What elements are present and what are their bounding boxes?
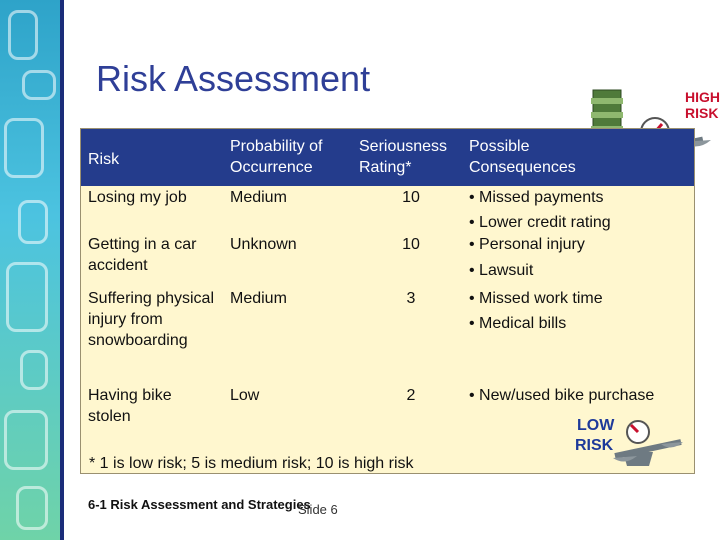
header-risk: Risk (88, 151, 120, 168)
table-row-4-probability: Low (230, 387, 260, 404)
table-row-1-risk: Losing my job (88, 189, 187, 206)
rating-footnote: * 1 is low risk; 5 is medium risk; 10 is high risk (89, 455, 414, 472)
table-row-4-consequence-1: • New/used bike purchase (469, 385, 654, 406)
table-row-1-consequence-2: • Lower credit rating (469, 212, 611, 233)
footer-text: 6-1 Risk Assessment and Strategies (88, 497, 311, 512)
table-row-1-probability: Medium (230, 189, 287, 206)
table-row-2-probability: Unknown (230, 236, 297, 253)
table-row-1-rating: 10 (402, 189, 420, 206)
decorative-left-strip (0, 0, 60, 540)
high-risk-text-high: HIGH (685, 89, 720, 105)
table-row-3-consequence-1: • Missed work time (469, 288, 603, 309)
page-title: Risk Assessment (96, 58, 371, 99)
table-row-4-risk: Having bike stolen (88, 387, 172, 425)
header-consequences: Possible Consequences (469, 138, 576, 176)
low-risk-scale-icon (575, 412, 685, 472)
header-probability: Probability of Occurrence (230, 138, 323, 176)
table-row-3-probability: Medium (230, 290, 287, 307)
table-row-3-consequence-2: • Medical bills (469, 313, 566, 334)
table-row-3-rating: 3 (406, 290, 416, 307)
table-header (81, 129, 694, 186)
table-row-3-risk: Suffering physical injury from snowboarding (88, 290, 214, 349)
table-row-4-rating: 2 (406, 387, 416, 404)
table-row-2-risk: Getting in a car accident (88, 236, 197, 274)
table-row-2-consequence-1: • Personal injury (469, 234, 585, 255)
high-risk-text-risk: RISK (685, 105, 719, 121)
low-risk-text-low: LOW (577, 417, 615, 434)
slide-number: Slide 6 (298, 502, 338, 517)
low-risk-text-risk: RISK (575, 437, 614, 454)
header-seriousness: Seriousness Rating* (359, 138, 448, 176)
table-row-1-consequence-1: • Missed payments (469, 187, 604, 208)
table-row-2-consequence-2: • Lawsuit (469, 260, 533, 281)
table-row-2-rating: 10 (402, 236, 420, 253)
vertical-divider (60, 0, 64, 540)
